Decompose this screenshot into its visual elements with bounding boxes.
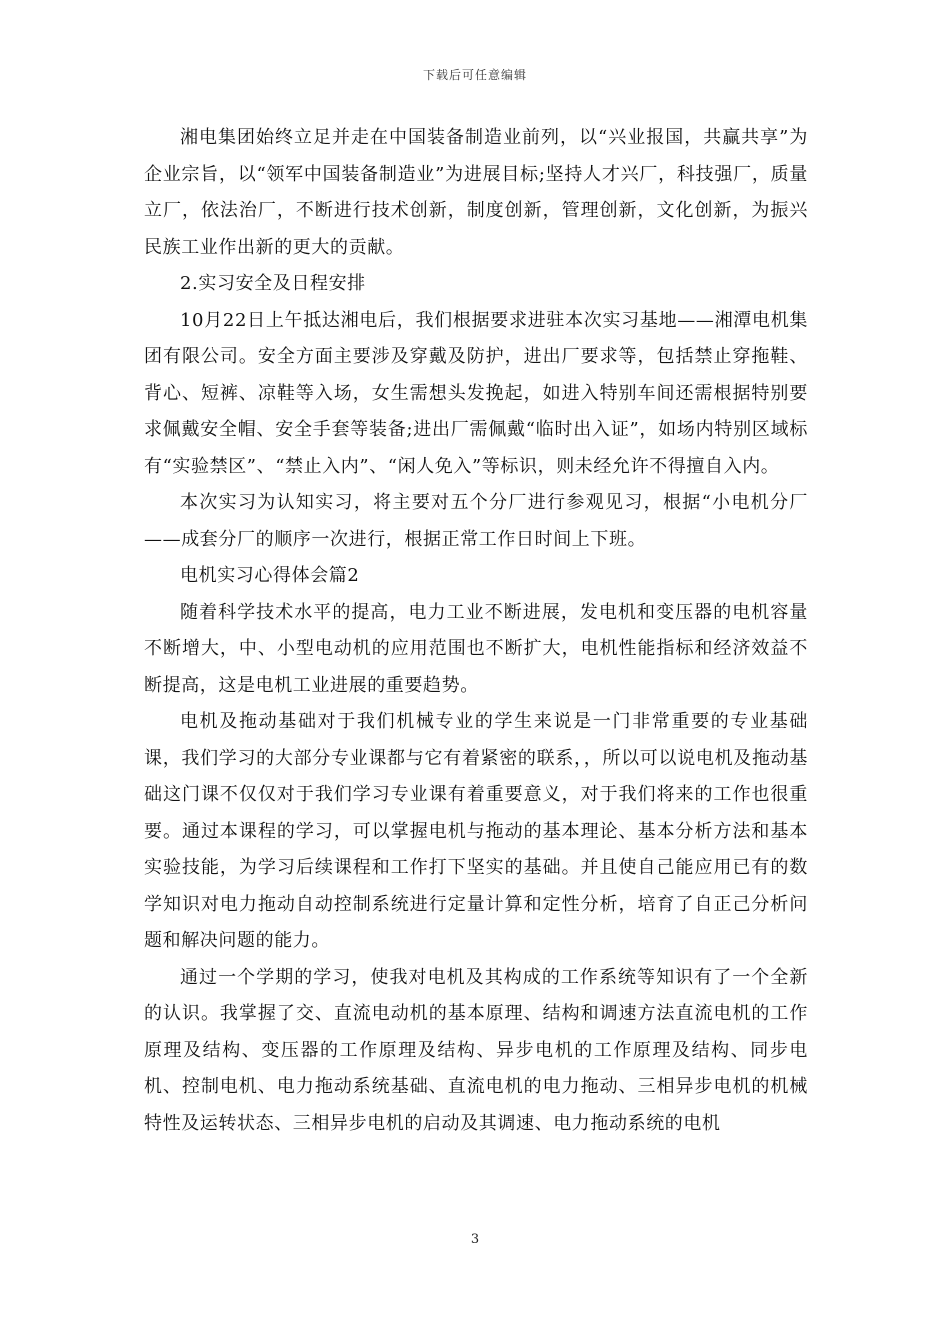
page-number: 3	[470, 1232, 480, 1247]
section-heading-safety-schedule: 2.实习安全及日程安排	[180, 273, 366, 294]
paragraph-industry-trend: 随着科学技术水平的提高，电力工业不断进展，发电机和变压器的电机容量不断增大，中、小型电动机的应用范围也不断扩大，电机性能指标和经济效益不断提高，这是电机工业进展的重要趋势。	[144, 601, 808, 696]
document-body	[144, 120, 808, 1142]
paragraph-internship-schedule: 本次实习为认知实习，将主要对五个分厂进行参观见习，根据“小电机分厂——成套分厂的顺序一次进行，根据正常工作日时间上下班。	[144, 492, 808, 550]
paragraph-company-mission: 湘电集团始终立足并走在中国装备制造业前列，以“兴业报国，共赢共享”为企业宗旨，以“领军中国装备制造业”为进展目标;坚持人才兴厂，科技强厂，质量立厂，依法治厂，不断进行技术创新，制度创新，管理创新，文化创新，为振兴民族工业作出新的更大的贡献。	[144, 127, 808, 258]
paragraph-course-importance: 电机及拖动基础对于我们机械专业的学生来说是一门非常重要的专业基础课，我们学习的大部分专业课都与它有着紧密的联系，，所以可以说电机及拖动基础这门课不仅仅对于我们学习专业课有着重要意义，对于我们将来的工作也很重要。通过本课程的学习，可以掌握电机与拖动的基本理论、基本分析方法和基本实验技能，为学习后续课程和工作打下坚实的基础。并且使自己能应用已有的数学知识对电力拖动自动控制系统进行定量计算和定性分析，培育了自正己分析问题和解决问题的能力。	[144, 711, 808, 951]
paragraph-learning-summary: 通过一个学期的学习，使我对电机及其构成的工作系统等知识有了一个全新的认识。我掌握了交、直流电动机的基本原理、结构和调速方法直流电机的工作原理及结构、变压器的工作原理及结构、异步电机的工作原理及结构、同步电机、控制电机、电力拖动系统基础、直流电机的电力拖动、三相异步电机的机械特性及运转状态、三相异步电机的启动及其调速、电力拖动系统的电机	[144, 966, 808, 1134]
page-header: 下载后可任意编辑	[422, 68, 527, 82]
section-heading-article-2: 电机实习心得体会篇2	[180, 565, 360, 586]
paragraph-safety-rules: 10月22日上午抵达湘电后，我们根据要求进驻本次实习基地——湘潭电机集团有限公司。安全方面主要涉及穿戴及防护，进出厂要求等，包括禁止穿拖鞋、背心、短裤、凉鞋等入场，女生需想头发挽起，如进入特别车间还需根据特别要求佩戴安全帽、安全手套等装备;进出厂需佩戴“临时出入证”，如场内特别区域标有“实验禁区”、“禁止入内”、“闲人免入”等标识，则未经允许不得擅自入内。	[144, 309, 808, 477]
